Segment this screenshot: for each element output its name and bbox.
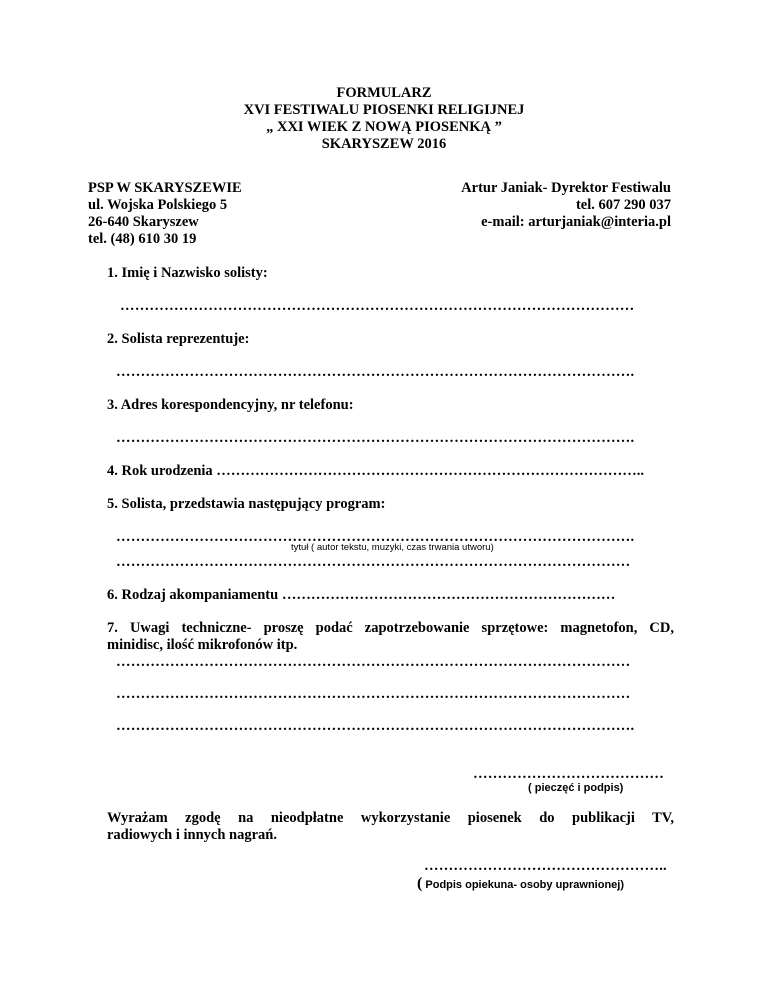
- festival-name: XVI FESTIWALU PIOSENKI RELIGIJNEJ: [243, 102, 525, 118]
- guardian-label-paren: (: [417, 875, 423, 892]
- field-represents[interactable]: …………………………………………………………………………………………….: [116, 364, 635, 380]
- festival-motto: „ XXI WIEK Z NOWĄ PIOSENKĄ ”: [266, 119, 502, 135]
- field-label-address: 3. Adres korespondencyjny, nr telefonu:: [107, 397, 354, 413]
- guardian-signature-line[interactable]: …………………………………………..: [424, 858, 667, 874]
- field-technical-notes-line-3[interactable]: …………………………………………………………………………………………….: [116, 718, 635, 734]
- consent-text: Wyrażam zgodę na nieodpłatne wykorzystanie piosenek do publikacji TV,: [107, 810, 674, 826]
- field-address[interactable]: …………………………………………………………………………………………….: [116, 430, 635, 446]
- field-program-line-1[interactable]: …………………………………………………………………………………………….: [116, 529, 635, 545]
- consent-text-cont: radiowych i innych nagrań.: [107, 827, 277, 843]
- stamp-signature-label: ( pieczęć i podpis): [528, 782, 624, 794]
- school-phone: tel. (48) 610 30 19: [88, 231, 197, 247]
- school-city: 26-640 Skaryszew: [88, 214, 199, 230]
- guardian-signature-label: [417, 875, 624, 893]
- field-program-line-2[interactable]: ……………………………………………………………………………………………: [116, 554, 631, 570]
- field-soloist-name[interactable]: ……………………………………………………………………………………………: [120, 298, 635, 314]
- stamp-signature-line[interactable]: …………………………………: [473, 766, 665, 782]
- school-street: ul. Wojska Polskiego 5: [88, 197, 228, 213]
- festival-place-year: SKARYSZEW 2016: [321, 136, 447, 152]
- field-technical-notes-line-1[interactable]: ……………………………………………………………………………………………: [116, 654, 631, 670]
- form-title: FORMULARZ: [336, 85, 432, 101]
- program-hint: tytuł ( autor tekstu, muzyki, czas trwania utworu): [291, 542, 494, 553]
- school-name: PSP W SKARYSZEWIE: [88, 180, 242, 196]
- field-technical-notes-line-2[interactable]: ……………………………………………………………………………………………: [116, 686, 631, 702]
- field-label-technical-notes: 7. Uwagi techniczne- proszę podać zapotrzebowanie sprzętowe: magnetofon, CD,: [107, 620, 674, 636]
- guardian-label-text: Podpis opiekuna- osoby uprawnionej): [422, 879, 625, 891]
- director-phone: tel. 607 290 037: [575, 197, 671, 213]
- field-label-program: 5. Solista, przedstawia następujący program:: [107, 496, 386, 512]
- field-label-soloist-name: 1. Imię i Nazwisko solisty:: [107, 265, 268, 281]
- field-accompaniment[interactable]: 6. Rodzaj akompaniamentu ……………………………………………………………: [107, 587, 616, 603]
- field-label-represents: 2. Solista reprezentuje:: [107, 331, 250, 347]
- field-label-technical-notes-cont: minidisc, ilość mikrofonów itp.: [107, 637, 298, 653]
- director-name: Artur Janiak- Dyrektor Festiwalu: [461, 180, 671, 196]
- field-birth-year[interactable]: 4. Rok urodzenia ……………………………………………………………………………..: [107, 463, 645, 479]
- director-email: e-mail: arturjaniak@interia.pl: [481, 214, 671, 230]
